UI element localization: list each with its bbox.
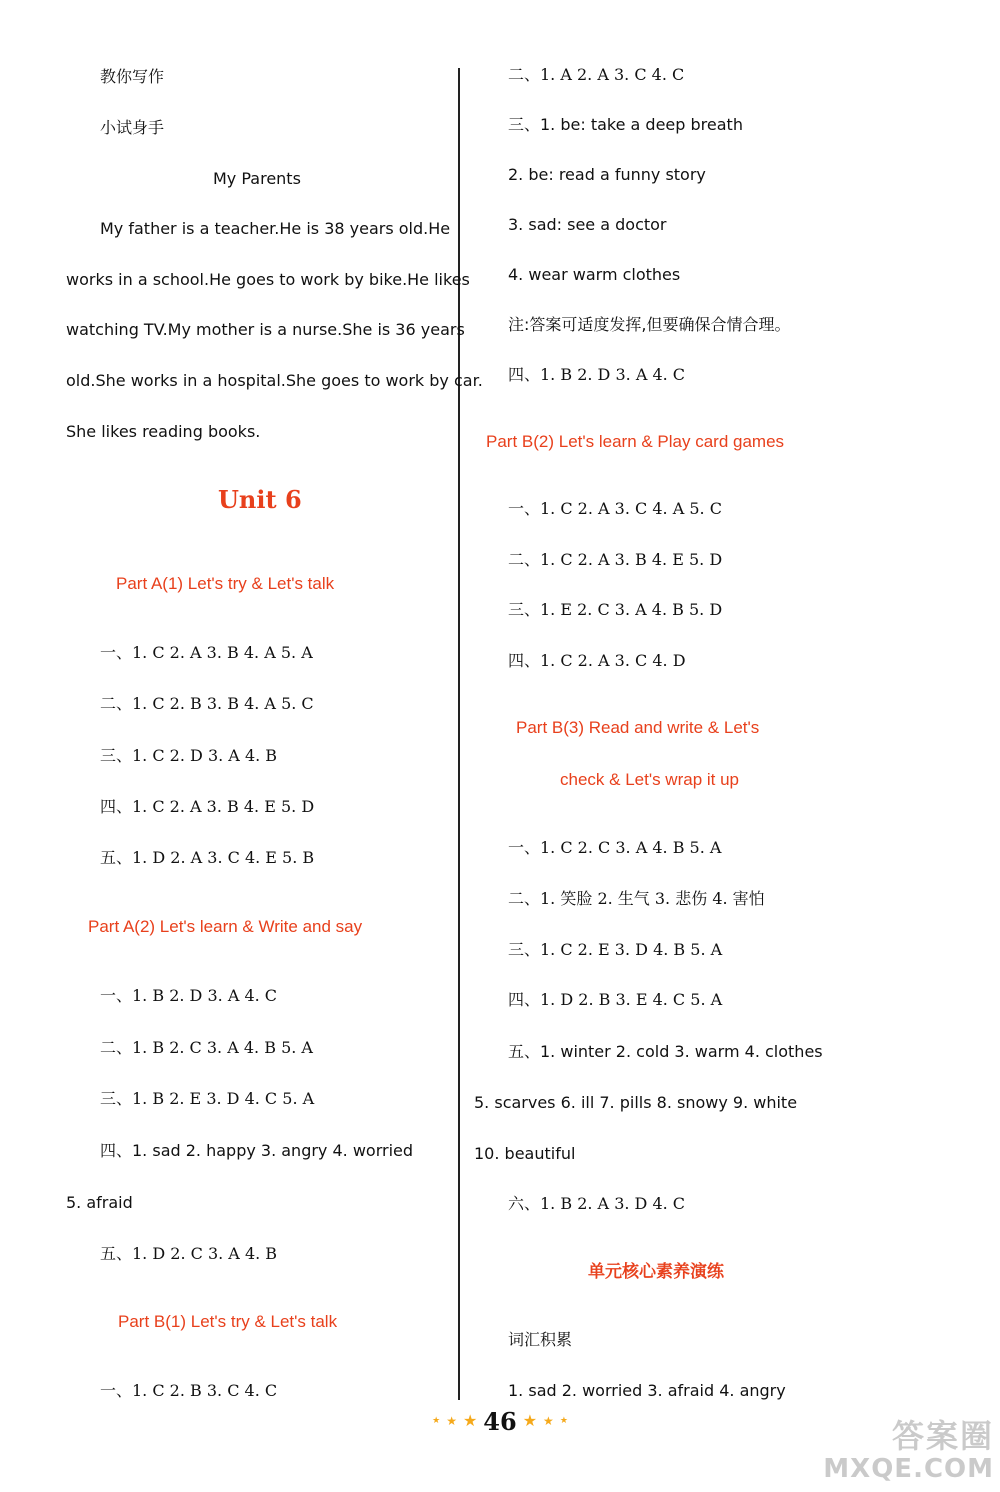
core-section-title: 单元核心素养演练 — [588, 1262, 724, 1282]
essay-line: watching TV.My mother is a nurse.She is 36 years — [66, 320, 465, 339]
answer-line: 四、1. B 2. D 3. A 4. C — [508, 365, 686, 384]
page-footer — [400, 1406, 600, 1436]
watermark-logo-text: 答案圈 — [891, 1417, 994, 1455]
column-divider — [458, 68, 460, 1400]
answer-line: 2. be: read a funny story — [508, 165, 706, 184]
part-b1-title: Part B(1) Let's try & Let's talk — [118, 1312, 338, 1331]
vocab-section-title: 词汇积累 — [508, 1330, 573, 1349]
writing-section-title: 教你写作 — [100, 67, 165, 86]
part-a1-title: Part A(1) Let's try & Let's talk — [116, 574, 335, 593]
answer-line: 三、1. B 2. E 3. D 4. C 5. A — [100, 1089, 315, 1108]
practice-section-title: 小试身手 — [100, 118, 165, 137]
essay-line: old.She works in a hospital.She goes to work by car. — [66, 371, 483, 390]
answer-line: 一、1. B 2. D 3. A 4. C — [100, 986, 278, 1005]
answer-line: 10. beautiful — [474, 1144, 576, 1163]
unit-title: Unit 6 — [218, 485, 302, 514]
star-icon: ★ — [462, 1411, 478, 1430]
star-icon: ★ — [522, 1411, 538, 1430]
essay-line: works in a school.He goes to work by bike.He likes — [66, 270, 470, 289]
answer-line: 4. wear warm clothes — [508, 265, 681, 284]
part-a2-title: Part A(2) Let's learn & Write and say — [88, 917, 363, 936]
star-icon: ★ — [446, 1414, 457, 1428]
answer-line: 二、1. A 2. A 3. C 4. C — [508, 65, 685, 84]
answer-line: 一、1. C 2. B 3. C 4. C — [100, 1381, 278, 1400]
answer-line: 三、1. be: take a deep breath — [508, 115, 743, 134]
page-number: 46 — [483, 1406, 517, 1436]
star-icon: ★ — [559, 1416, 568, 1426]
answer-line: 三、1. C 2. E 3. D 4. B 5. A — [508, 940, 723, 959]
essay-line: My father is a teacher.He is 38 years old.He — [100, 219, 451, 238]
answer-line: 三、1. E 2. C 3. A 4. B 5. D — [508, 600, 723, 619]
answer-line: 5. scarves 6. ill 7. pills 8. snowy 9. white — [474, 1093, 798, 1112]
answer-line: 二、1. C 2. B 3. B 4. A 5. C — [100, 694, 314, 713]
answer-line: 四、1. C 2. A 3. C 4. D — [508, 651, 686, 670]
answer-line: 3. sad: see a doctor — [508, 215, 667, 234]
answer-line: 六、1. B 2. A 3. D 4. C — [508, 1194, 686, 1213]
part-b2-title: Part B(2) Let's learn & Play card games — [486, 432, 785, 451]
answer-line: 五、1. winter 2. cold 3. warm 4. clothes — [508, 1042, 823, 1061]
answer-line: 一、1. C 2. A 3. C 4. A 5. C — [508, 499, 722, 518]
answer-line: 四、1. sad 2. happy 3. angry 4. worried — [100, 1141, 414, 1160]
essay-title: My Parents — [213, 169, 301, 188]
note-text: 注:答案可适度发挥,但要确保合情合理。 — [508, 315, 791, 334]
answer-line: 二、1. B 2. C 3. A 4. B 5. A — [100, 1038, 313, 1057]
answer-line: 五、1. D 2. C 3. A 4. B — [100, 1244, 278, 1263]
essay-line: She likes reading books. — [66, 422, 261, 441]
part-b3-title: Part B(3) Read and write & Let's — [516, 718, 760, 737]
answer-line: 一、1. C 2. C 3. A 4. B 5. A — [508, 838, 722, 857]
watermark-url: MXQE.COM — [823, 1454, 994, 1484]
answer-line: 1. sad 2. worried 3. afraid 4. angry — [508, 1381, 786, 1400]
watermark — [818, 1418, 994, 1488]
star-icon: ★ — [543, 1414, 554, 1428]
star-icon: ★ — [432, 1416, 441, 1426]
answer-line: 四、1. D 2. B 3. E 4. C 5. A — [508, 990, 723, 1009]
answer-line: 一、1. C 2. A 3. B 4. A 5. A — [100, 643, 313, 662]
answer-line: 三、1. C 2. D 3. A 4. B — [100, 746, 278, 765]
part-b3-title-cont: check & Let's wrap it up — [560, 770, 739, 789]
answer-line: 五、1. D 2. A 3. C 4. E 5. B — [100, 848, 315, 867]
answer-line: 四、1. C 2. A 3. B 4. E 5. D — [100, 797, 315, 816]
answer-line: 5. afraid — [66, 1193, 133, 1212]
answer-line: 二、1. C 2. A 3. B 4. E 5. D — [508, 550, 723, 569]
answer-line: 二、1. 笑脸 2. 生气 3. 悲伤 4. 害怕 — [508, 889, 765, 908]
